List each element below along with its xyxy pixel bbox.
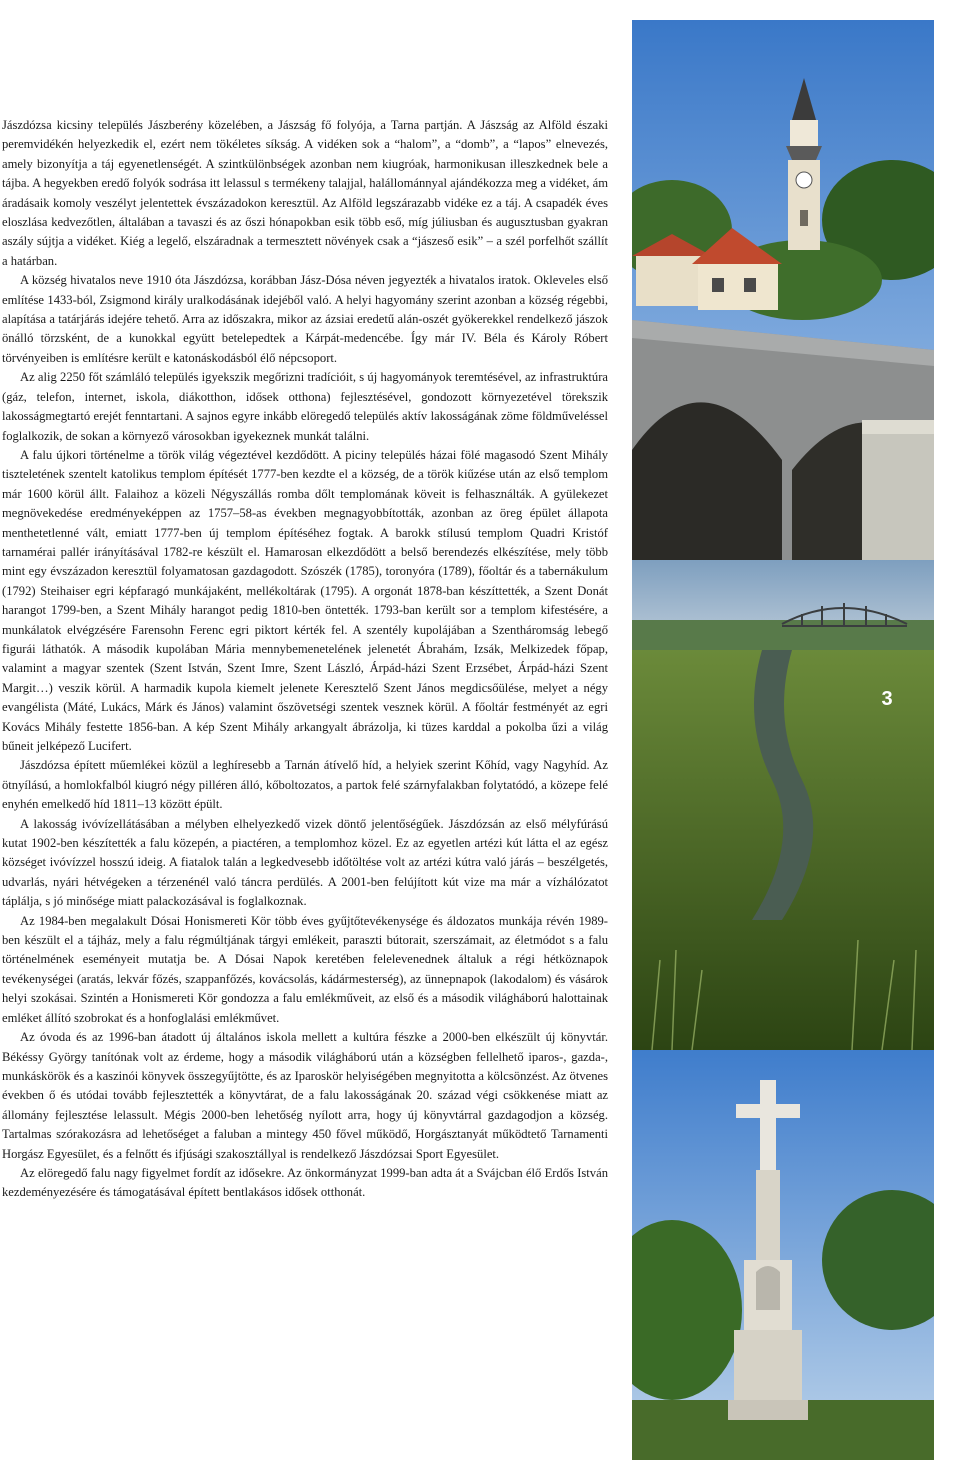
paragraph-church: A falu újkori történelme a török világ végeztével kezdődött. A piciny település házai fölé magasodó Szent Mihály tiszteletének szentelt katolikus templom építését 1777-ben kezdte el a község, de a török kiűzése után az első templom már 1600 körül állt. Falaihoz a közeli Négyszállás romba dőlt templomának köveit is felhasználták. A gyülekezet megnövekedése eredményeképpen az 1757–58-as években megnagyobbították, azonban az öreg épület állapota menthetetlenné vált, emiatt 1777-ben új templom építéséhez fogtak. A barokk stílusú templom Quadri Kristóf tarnamérai pallér irányításával 1782-re készült el. Hamarosan elkezdődött a belső berendezés elkészítése, mely több mint egy évszázadon keresztül folyamatosan gazdagodott. Szószék (1785), toronyóra (1789), főoltár és a tabernákulum (1792) Steihaiser egri képfaragó munkájaként, mellékoltárak (1795). A orgonát 1878-ban készíttették, a Szent Donát harangot 1799-ben, a Szent Mihály harangot pedig 1810-ben öntették. 1793-ban került sor a templom kifestésére, a munkálatok elvégzésére Farensohn Ferenc egri piktort kérték fel. A szentély kupolájában a Szentháromság lebegő figurái láthatók. A második kupolában Mária mennybemenetelének jelenetét Ábrahám, Izsák, Melkizedek főpap, valamint a magyar szentek (Szent István, Szent Imre, Szent László, Árpád-házi Szent Erzsébet, Árpád-házi Szent Margit…) veszik körül. A harmadik kupola kiemelt jelenete Keresztelő Szent János megdicsőülése, melyet a négy evangélista (Máté, Lukács, Márk és János) valamint őszövetségi szentek vesznek körül. A főoltár festményét az egri Kovács Mihály festette 1856-ban. A kép Szent Mihály arkangyalt ábrázolja, ki tüzes karddal a pokolba űzi a világ bűneit jelképező Lucifert. xyxy=(2,447,608,753)
paragraph-culture: Az óvoda és az 1996-ban átadott új általános iskola mellett a kultúra fészke a 2000-ben elkészült új könyvtár. Békéssy György tanítónak volt az érdeme, hogy a második világháború után a községben fellelhető iparos-, gazda-, munkáskörök és a kaszinói könyvek összegyűjtötte, és az Iparoskör helyiségében megnyitotta a kölcsönzést. Az ötvenes években ő és utódai tovább fejlesztették a könyvtárat, de a falu lakosságának 20. század végi csökkenése miatt az állomány fejlesztése lelassult. Mégis 2000-ben lehetőség nyílott arra, hogy új könyvtárral gazdagodjon a község. Tartalmas szórakozásra ad lehetőséget a faluban a mintegy 450 fővel működő, Horgásztanyát működtető Tarnamenti Horgász Egyesület, és a felnőtt és ifjúsági szakosztállyal is rendelkező Jászdózsai Sport Egyesület. xyxy=(2,1030,608,1161)
article-text xyxy=(2,116,608,1203)
paragraph-bridge: Jászdózsa épített műemlékei közül a leghíresebb a Tarnán átívelő híd, a helyiek szerint Kőhíd, vagy Nagyhíd. Az ötnyílású, a homlokfalból kiugró négy pilléren álló, kőboltozatos, a partok felé szárnyfalakban folytatódó, a közepe felé enyhén emelkedő híd 1811–13 között épült. xyxy=(2,758,608,812)
river-photo xyxy=(632,560,934,1050)
paragraph-heritage-circle: Az 1984-ben megalakult Dósai Honismereti Kör több éves gyűjtőtevékenysége és áldozatos munkája révén 1989-ben készült el a tájház, mely a falu régmúltjának tárgyi emlékeit, paraszti bútorait, szerszámait, az életmódot s a falu történelmének eseményeit mutatja be. A Dósai Napok keretében felelevenednek általuk a régi hétköznapok tevékenységei (aratás, lekvár főzés, szappanfőzés, kovácsolás, kádármesterség), az ünnepnapok (lakodalom) és vásárok helyi szokásai. Szintén a Honismereti Kör gondozza a falu emlékműveit, az első és a második világháború halottainak emléket állító szobrokat és a honfoglalási emlékművet. xyxy=(2,913,608,1025)
church-bridge-photo xyxy=(632,20,934,560)
page-number: 3 xyxy=(881,688,893,710)
paragraph-intro: Jászdózsa kicsiny település Jászberény közelében, a Jászság fő folyója, a Tarna partján. A Jászság az Alföld északi peremvidékén helyezkedik el, ezért nem tökéletes síkság. A vidéken sok a “halom”, a “domb”, a “lapos” elnevezés, amely bizonyítja a táj egyenetlenségét. A szintkülönbségek azonban nem kiugróak, harmonikusan illeszkednek bele a tájba. A hegyekben eredő folyók sodrása itt lelassul s termékeny talajjal, halállománnyal ajándékozza meg a vidéket, ám áradásaik komoly veszélyt jelentettek évszázadokon keresztül. Az Alföld legszárazabb vidéke ez a táj. A csapadék éves eloszlása kedvezőtlen, általában a tavaszi és az őszi hónapokban esik több eső, míg júliusban és augusztusban gyakran aszály sújtja a vidéket. Kiég a legelő, elszáradnak a termesztett növények csak a “jászeső esik” – a szél porfelhőt szállít a határban. xyxy=(2,118,608,268)
stone-cross-photo xyxy=(632,1050,934,1460)
paragraph-water: A lakosság ivóvízellátásában a mélyben elhelyezkedő vizek döntő jelentőségűek. Jászdózsán az első mélyfúrású kutat 1902-ben készítették a falu közepén, a piactéren, a templomhoz közel. Ez az egyetlen artézi kút látta el az egész községet ivóvízzel hosszú ideig. A fiatalok talán a legkedvesebb időtöltése volt az artézi kútra való járás – beszélgetés, udvarlás, nyári hétvégeken a térzenénél való táncra perdülés. A 2001-ben felújított kút vize ma már a vízhálózatot táplálja, s jó minősége miatt palackozásával is foglalkoznak. xyxy=(2,816,608,909)
paragraph-population: Az alig 2250 főt számláló település igyekszik megőrizni tradícióit, s új hagyományok teremtésével, az infrastruktúra (gáz, telefon, internet, iskola, diákotthon, idősek otthona) fejlesztésével, gondozott környezetével törekszik lakosságmegtartó erejét fenntartani. A sajnos egyre inkább elöregedő település aktív lakosságának zöme földműveléssel foglalkozik, de sokan a környező városokban igyekeznek munkát találni. xyxy=(2,370,608,443)
page-tab xyxy=(934,20,960,1460)
paragraph-elderly-home: Az elöregedő falu nagy figyelmet fordít az idősekre. Az önkormányzat 1999-ban adta át a Svájcban élő Erdős István kezdeményezésére és támogatásával épített bentlakásos idősek otthonát. xyxy=(2,1165,608,1200)
photo-collage xyxy=(632,20,934,1460)
paragraph-name-history: A község hivatalos neve 1910 óta Jászdózsa, korábban Jász-Dósa néven jegyezték a hivatalos iratok. Okleveles első említése 1433-ból, Zsigmond király uralkodásának idejéből való. A helyi hagyomány szerint azonban a község régebbi, alapítása a tatárjárás idejére tehető. Arra az időszakra, mikor az ázsiai eredetű alán-oszét gyökerekkel rendelkező jászok önálló törzsként, de a kunokkal együtt betelepedtek a Kárpát-medencébe. Így már IV. Béla és Károly Róbert törvényeiben is említésre került e katonáskodásból élő népcsoport. xyxy=(2,273,608,365)
photo-strip xyxy=(632,20,934,1460)
stone-bridge xyxy=(632,320,934,560)
